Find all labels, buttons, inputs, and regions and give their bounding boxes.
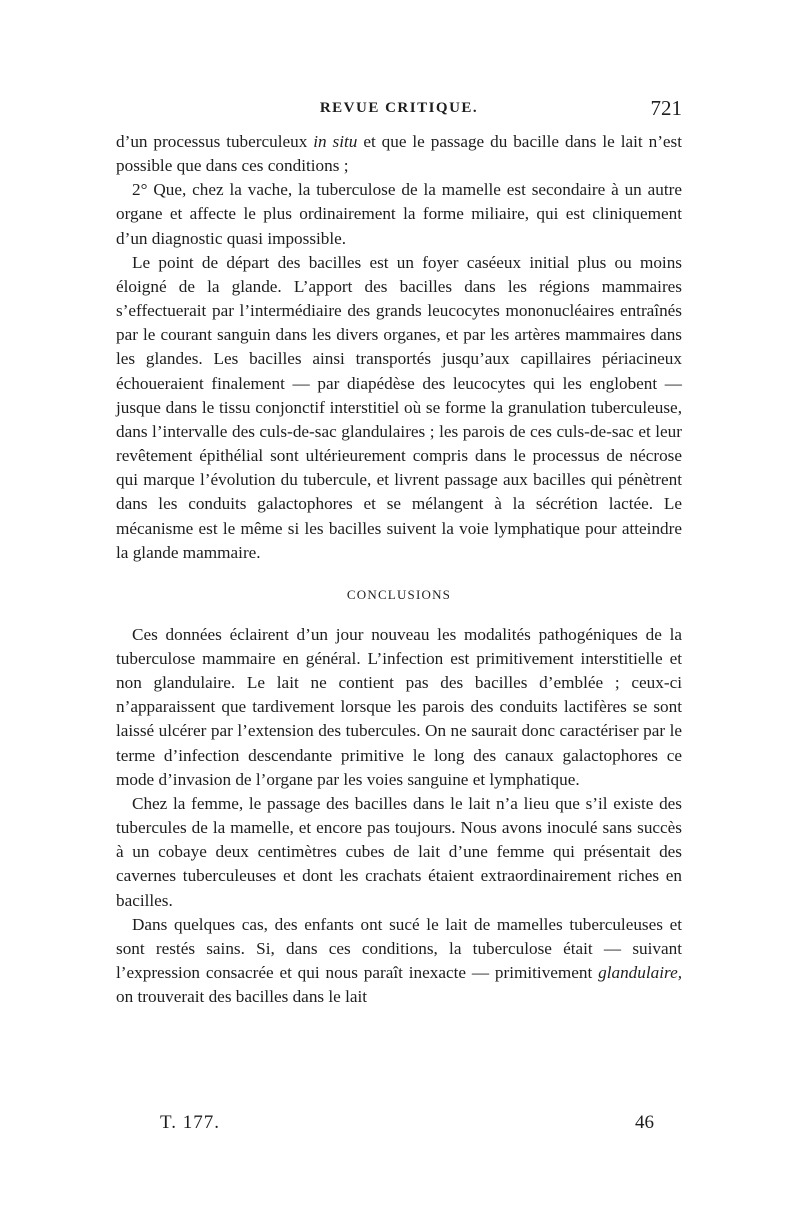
italic-text: in situ <box>313 132 358 151</box>
paragraph <box>116 130 682 178</box>
text-run: Dans quelques cas, des enfants ont sucé le lait de mamelles tuberculeuses et sont restés sains. Si, dans ces conditions, la tuberculose était — suivant l’expression consacrée et qui nous paraît inexacte — primitivement <box>116 914 682 982</box>
page-number: 721 <box>650 96 682 120</box>
paragraph <box>116 251 682 565</box>
paragraph <box>116 792 682 913</box>
text-run: et que le passage du bacille dans le lait n’est possible que dans ces conditions ; <box>116 132 683 176</box>
running-title: REVUE CRITIQUE. <box>319 100 479 116</box>
section-title <box>116 585 682 605</box>
page-footer <box>160 1112 680 1142</box>
text-run: CONCLUSIONS <box>346 586 452 602</box>
signature-mark: T. 177. <box>160 1112 220 1133</box>
text-run: Chez la femme, le passage des bacilles dans le lait n’a lieu que s’il existe des tubercules de la mamelle, et encore pas toujours. Nous avons inoculé sans succès à un cobaye deux centimètres cubes de lait d’une femme qui présentait des cavernes tuberculeuses et dont les crachats étaient extraordinairement riches en bacilles. <box>116 793 682 910</box>
text-run: on trouverait des bacilles dans le lait <box>116 987 368 1007</box>
body-text <box>116 130 682 1009</box>
text-run: Ces données éclairent d’un jour nouveau les modalités pathogéniques de la tuberculose mammaire en général. L’infection est primitivement interstitielle et non glandulaire. Le lait ne contient pas des bacilles d’emblée ; ceux-ci n’apparaissent que tardivement lorsque les parois des conduits lactifères se sont laissé ulcérer par l’extension des tubercules. On ne saurait donc caractériser par le terme d’infection descendante primitive le long des canaux galactophores ce mode d’invasion de l’organe par les voies sanguine et lymphatique. <box>116 624 682 789</box>
running-head <box>116 96 682 126</box>
text-run: Le point de départ des bacilles est un foyer caséeux initial plus ou moins éloigné de la glande. L’apport des bacilles dans les régions mammaires s’effectuerait par l’intermédiaire des grands leucocytes mononucléaires entraînés par le courant sanguin dans les divers organes, et par les artères mammaires dans les glandes. Les bacilles ainsi transportés jusqu’aux capillaires périacineux échoueraient finalement — par diapédèse des leucocytes qui les englobent — jusque dans le tissu conjonctif interstitiel où se forme la granulation tuberculeuse, dans l’intervalle des culs-de-sac glandulaires ; les parois de ces culs-de-sac et leur revêtement épithélial sont ultérieurement compris dans le processus de nécrose qui marque l’évolution du tubercule, et livrent passage aux bacilles qui pénètrent dans les conduits galactophores et se mélangent à la sécrétion lactée. Le mécanisme est le même si les bacilles suivent la voie lymphatique pour atteindre la glande mammaire. <box>116 252 682 562</box>
paragraph <box>116 178 682 250</box>
text-run: d’un processus tuberculeux <box>116 132 314 151</box>
italic-text: glandulaire, <box>598 963 682 982</box>
sheet-number: 46 <box>635 1112 654 1133</box>
paragraph <box>116 623 682 792</box>
text-run: 2° Que, chez la vache, la tuberculose de la mamelle est secondaire à un autre organe et affecte le plus ordinairement la forme miliaire, qui est cliniquement d’un diagnostic quasi impossible. <box>116 180 682 248</box>
paragraph <box>116 913 682 1010</box>
